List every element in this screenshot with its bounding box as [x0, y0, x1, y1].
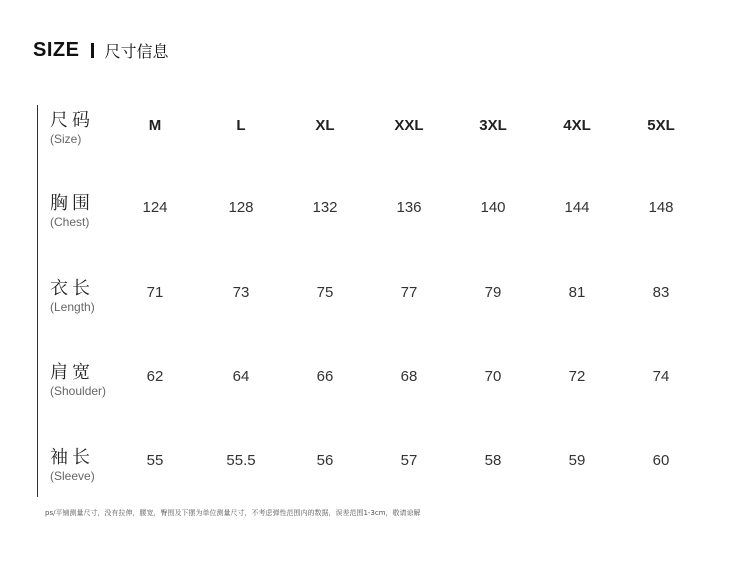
row-label-chest-cn: 胸围 [50, 193, 94, 214]
measurement-cell-sleeve: 60 [652, 452, 670, 469]
measurement-cell-chest: 140 [480, 199, 506, 216]
measurement-cell-sleeve: 55 [146, 452, 164, 469]
row-label-shoulder-cn: 肩宽 [50, 362, 94, 383]
row-label-chest-en: (Chest) [50, 215, 90, 229]
measurement-cell-chest: 148 [648, 199, 674, 216]
row-label-sleeve-cn: 袖长 [50, 447, 94, 468]
title-english: SIZE [33, 38, 80, 61]
size-header-cell: 3XL [479, 117, 507, 134]
measurement-cell-chest: 128 [228, 199, 254, 216]
measurement-cell-sleeve: 59 [568, 452, 586, 469]
measurement-cell-shoulder: 66 [316, 368, 334, 385]
row-label-size-en: (Size) [50, 132, 82, 146]
size-header-cell: XXL [394, 117, 424, 134]
row-label-size-cn: 尺码 [50, 110, 94, 131]
row-label-sleeve-en: (Sleeve) [50, 469, 95, 483]
measurement-cell-shoulder: 64 [232, 368, 250, 385]
size-header-cell: 4XL [563, 117, 591, 134]
measurement-cell-chest: 132 [312, 199, 338, 216]
title-divider [91, 43, 94, 58]
measurement-cell-length: 73 [232, 284, 250, 301]
measurement-cell-length: 75 [316, 284, 334, 301]
measurement-cell-sleeve: 57 [400, 452, 418, 469]
measurement-cell-length: 71 [146, 284, 164, 301]
measurement-cell-sleeve: 56 [316, 452, 334, 469]
measurement-cell-shoulder: 70 [484, 368, 502, 385]
footnote: ps/平铺测量尺寸，没有拉伸，腰宽，臀围及下摆为单位测量尺寸，不考虑弹性范围内的数据，误差范围1-3cm，敬请谅解 [45, 509, 421, 517]
title-chinese: 尺寸信息 [104, 41, 169, 61]
measurement-cell-shoulder: 68 [400, 368, 418, 385]
measurement-cell-chest: 136 [396, 199, 422, 216]
row-label-length-en: (Length) [50, 300, 95, 314]
measurement-cell-length: 81 [568, 284, 586, 301]
measurement-cell-length: 83 [652, 284, 670, 301]
size-header-cell: L [236, 117, 246, 134]
measurement-cell-chest: 144 [564, 199, 590, 216]
measurement-cell-sleeve: 55.5 [226, 452, 256, 469]
size-header-cell: 5XL [647, 117, 675, 134]
measurement-cell-shoulder: 72 [568, 368, 586, 385]
measurement-cell-shoulder: 74 [652, 368, 670, 385]
row-label-length-cn: 衣长 [50, 278, 94, 299]
measurement-cell-length: 77 [400, 284, 418, 301]
size-header-cell: XL [315, 117, 335, 134]
table-left-rule [37, 105, 38, 497]
measurement-cell-length: 79 [484, 284, 502, 301]
row-label-shoulder-en: (Shoulder) [50, 384, 107, 398]
measurement-cell-shoulder: 62 [146, 368, 164, 385]
size-header-cell: M [148, 117, 162, 134]
measurement-cell-sleeve: 58 [484, 452, 502, 469]
page-title [33, 38, 168, 62]
measurement-cell-chest: 124 [142, 199, 168, 216]
